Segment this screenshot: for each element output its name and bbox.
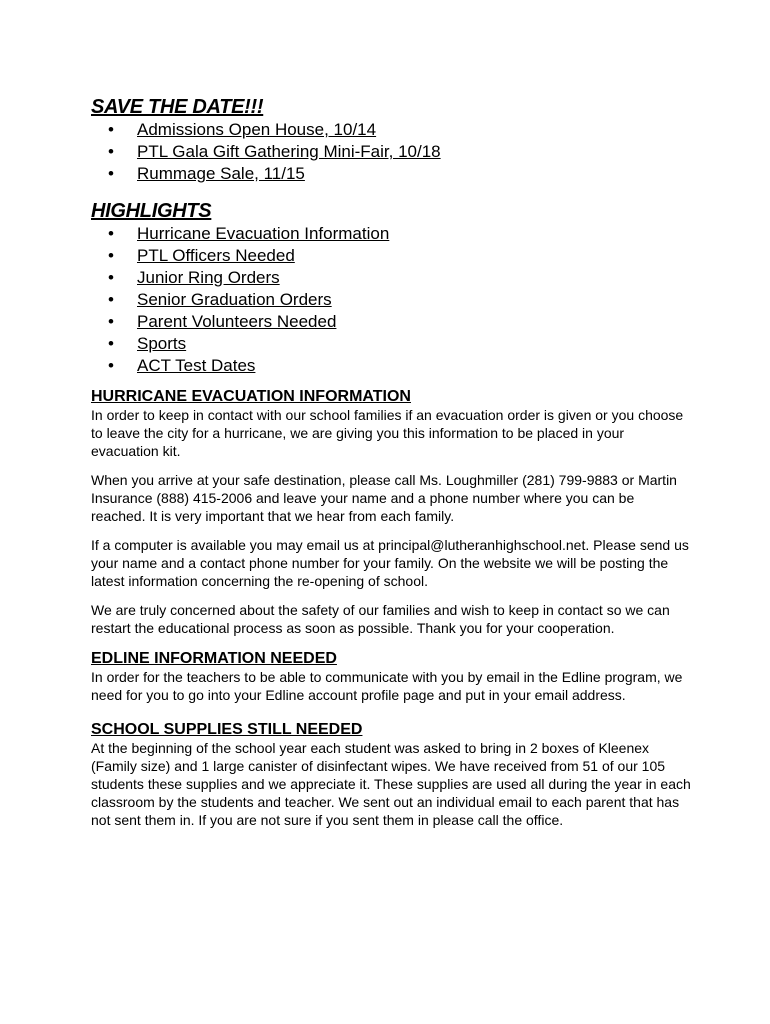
spacer xyxy=(91,377,691,387)
edline-paragraph: In order for the teachers to be able to communicate with you by email in the Edline program, we need for you to go into your Edline account profile page and put in your email address. xyxy=(91,669,683,703)
save-the-date-heading: SAVE THE DATE!!! xyxy=(91,96,264,118)
hurricane-paragraph: If a computer is available you may email us at principal@lutheranhighschool.net. Please send us your name and a contact phone number for your family. On the website we will be posting the latest information concerning the re-opening of school. xyxy=(91,537,689,589)
list-item: • PTL Officers Needed xyxy=(108,245,691,267)
list-item: • Rummage Sale, 11/15 xyxy=(108,163,691,185)
list-item: • Admissions Open House, 10/14 xyxy=(108,119,691,141)
highlights-list xyxy=(91,223,691,377)
supplies-heading: SCHOOL SUPPLIES STILL NEEDED xyxy=(91,721,363,738)
list-item: • Hurricane Evacuation Information xyxy=(108,223,691,245)
highlights-heading: HIGHLIGHTS xyxy=(91,200,212,222)
list-item: • PTL Gala Gift Gathering Mini-Fair, 10/18 xyxy=(108,141,691,163)
hurricane-paragraph: We are truly concerned about the safety of our families and wish to keep in contact so we can restart the educational process as soon as possible. Thank you for your cooperation. xyxy=(91,602,670,636)
spacer xyxy=(91,185,691,199)
list-item: • Junior Ring Orders xyxy=(108,267,691,289)
list-item: • Senior Graduation Orders xyxy=(108,289,691,311)
newsletter-page xyxy=(91,95,691,829)
save-the-date-list xyxy=(91,119,691,185)
list-item: • ACT Test Dates xyxy=(108,355,691,377)
list-item: • Sports xyxy=(108,333,691,355)
hurricane-paragraph: When you arrive at your safe destination, please call Ms. Loughmiller (281) 799-9883 or Martin Insurance (888) 415-2006 and leave your name and a phone number where you can be reached. It is very important that we hear from each family. xyxy=(91,472,677,524)
list-item: • Parent Volunteers Needed xyxy=(108,311,691,333)
edline-heading: EDLINE INFORMATION NEEDED xyxy=(91,650,337,667)
supplies-paragraph: At the beginning of the school year each student was asked to bring in 2 boxes of Kleenex (Family size) and 1 large canister of disinfectant wipes. We have received from 51 of our 105 students these supplies and we appreciate it. These supplies are used all during the year in each classroom by the students and teacher. We sent out an individual email to each parent that has not sent them in. If you are not sure if you sent them in please call the office. xyxy=(91,740,691,828)
hurricane-heading: HURRICANE EVACUATION INFORMATION xyxy=(91,388,411,405)
hurricane-paragraph: In order to keep in contact with our school families if an evacuation order is given or you choose to leave the city for a hurricane, we are giving you this information to be placed in your evacuation kit. xyxy=(91,407,684,459)
